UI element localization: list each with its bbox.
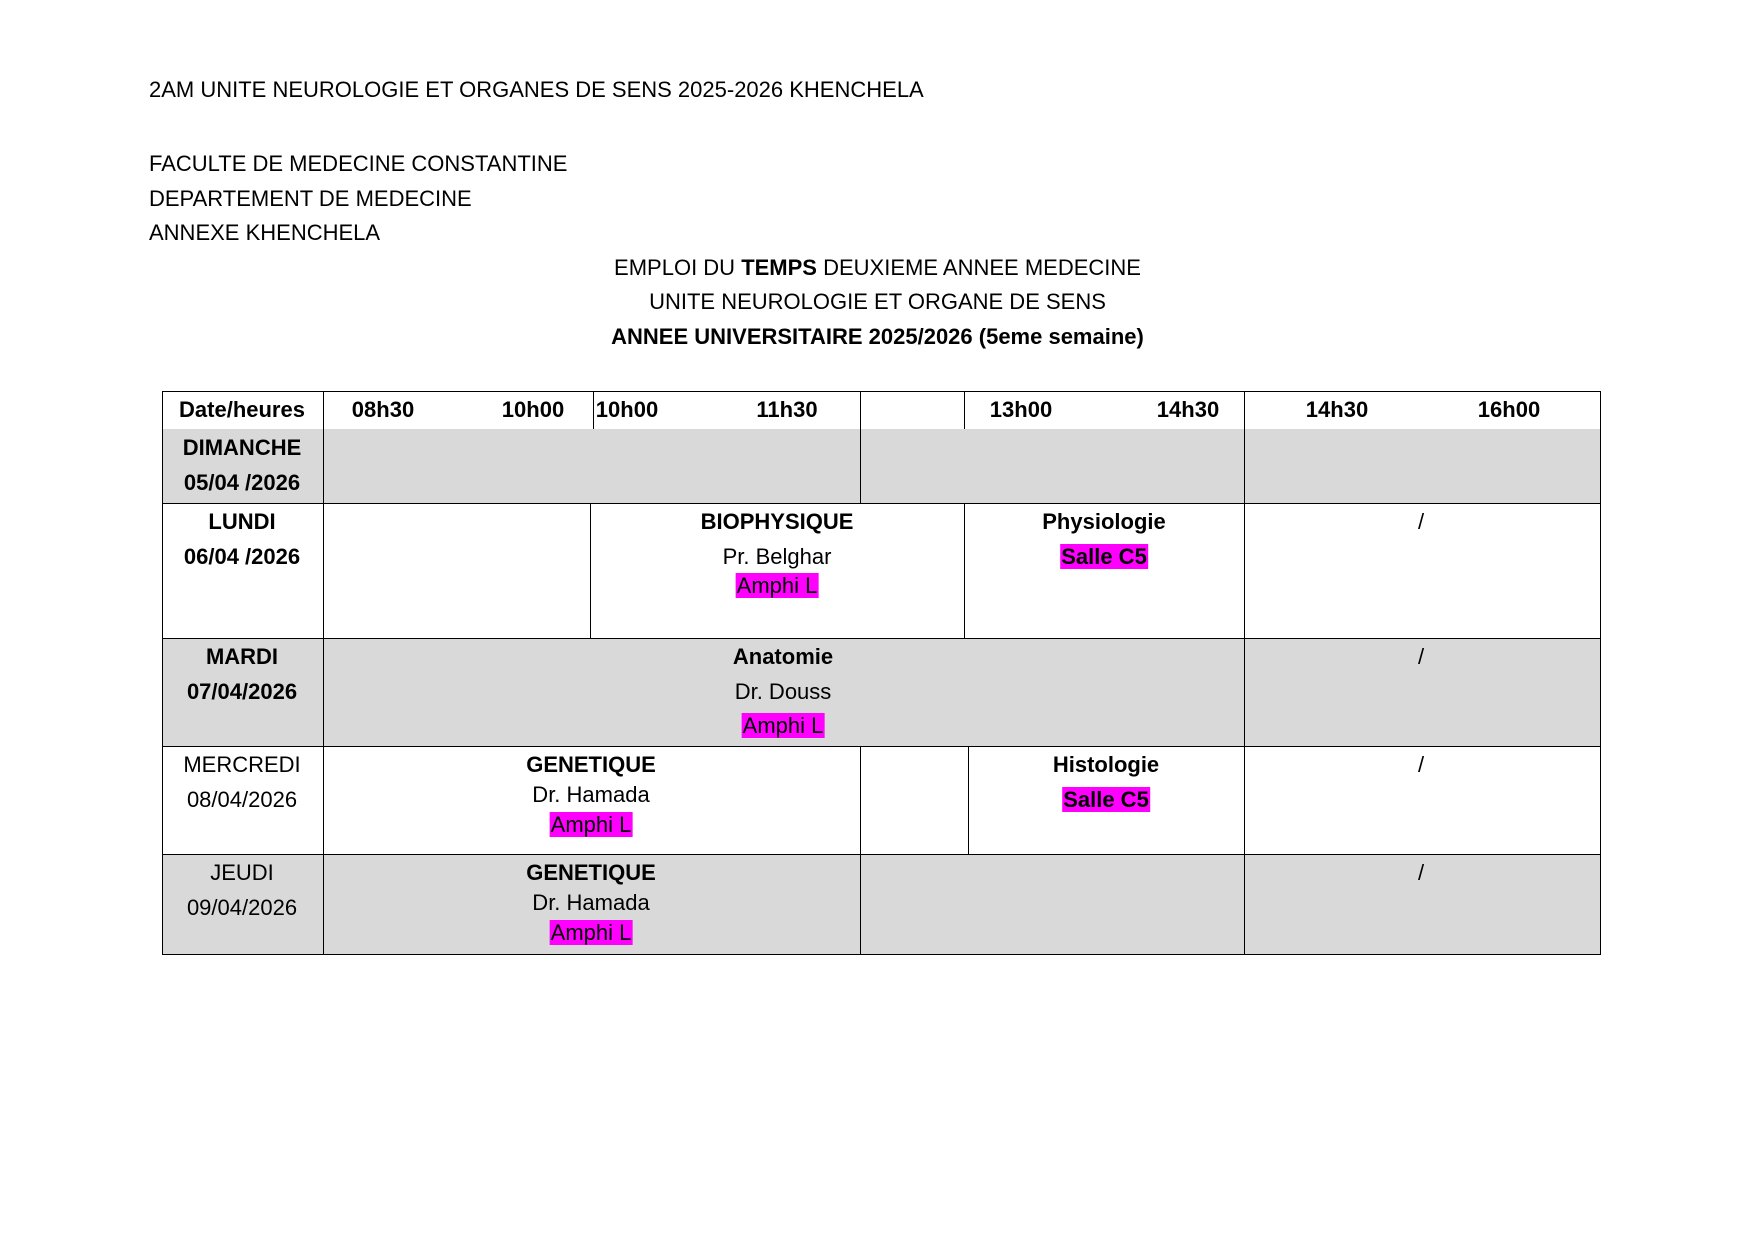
course-teacher: Dr. Hamada [532, 782, 650, 807]
day-name: JEUDI [210, 860, 274, 885]
empty-slot-mark: / [1417, 509, 1425, 534]
course-room: Amphi L [550, 920, 632, 945]
course-room: Amphi L [736, 573, 818, 598]
time-slot-end: 16h00 [1477, 397, 1541, 422]
course-subject: GENETIQUE [526, 860, 656, 885]
course-subject: Histologie [1052, 752, 1160, 777]
department-name: DEPARTEMENT DE MEDECINE [149, 186, 472, 211]
day-date: 08/04/2026 [186, 787, 298, 812]
course-room: Salle C5 [1063, 787, 1149, 812]
day-date: 07/04/2026 [186, 679, 298, 704]
empty-slot-mark: / [1417, 860, 1425, 885]
row-jeudi-bg [163, 855, 1600, 954]
day-date: 09/04/2026 [186, 895, 298, 920]
time-slot-end: 11h30 [756, 397, 818, 422]
empty-slot-mark: / [1417, 644, 1425, 669]
course-subject: BIOPHYSIQUE [700, 509, 854, 534]
time-slot-start: 10h00 [595, 397, 659, 422]
course-teacher: Pr. Belghar [722, 544, 832, 569]
day-name: MARDI [205, 644, 279, 669]
row-mardi-bg [163, 639, 1600, 746]
day-date: 06/04 /2026 [183, 544, 301, 569]
course-teacher: Dr. Hamada [532, 890, 650, 915]
course-room: Salle C5 [1061, 544, 1147, 569]
schedule-title: EMPLOI DU TEMPS DEUXIEME ANNEE MEDECINE [614, 255, 1141, 280]
course-room: Amphi L [550, 812, 632, 837]
course-subject: Anatomie [732, 644, 834, 669]
faculty-name: FACULTE DE MEDECINE CONSTANTINE [149, 151, 568, 176]
date-hours-header: Date/heures [179, 397, 305, 422]
course-subject: GENETIQUE [526, 752, 656, 777]
time-slot-end: 10h00 [501, 397, 565, 422]
course-subject: Physiologie [1042, 509, 1166, 534]
course-teacher: Dr. Douss [734, 679, 832, 704]
time-slot-end: 14h30 [1156, 397, 1220, 422]
row-dimanche-bg [163, 429, 1600, 504]
day-name: DIMANCHE [182, 435, 302, 460]
time-slot-start: 14h30 [1305, 397, 1369, 422]
course-room: Amphi L [742, 713, 824, 738]
document-heading: 2AM UNITE NEUROLOGIE ET ORGANES DE SENS 2025-2026 KHENCHELA [149, 77, 924, 102]
day-name: LUNDI [208, 509, 276, 534]
day-name: MERCREDI [183, 752, 301, 777]
time-slot-start: 08h30 [351, 397, 415, 422]
annex-name: ANNEXE KHENCHELA [149, 220, 381, 245]
schedule-subtitle: UNITE NEUROLOGIE ET ORGANE DE SENS [649, 289, 1106, 314]
empty-slot-mark: / [1417, 752, 1425, 777]
time-slot-start: 13h00 [989, 397, 1053, 422]
academic-year: ANNEE UNIVERSITAIRE 2025/2026 (5eme semaine) [611, 324, 1144, 349]
day-date: 05/04 /2026 [183, 470, 301, 495]
